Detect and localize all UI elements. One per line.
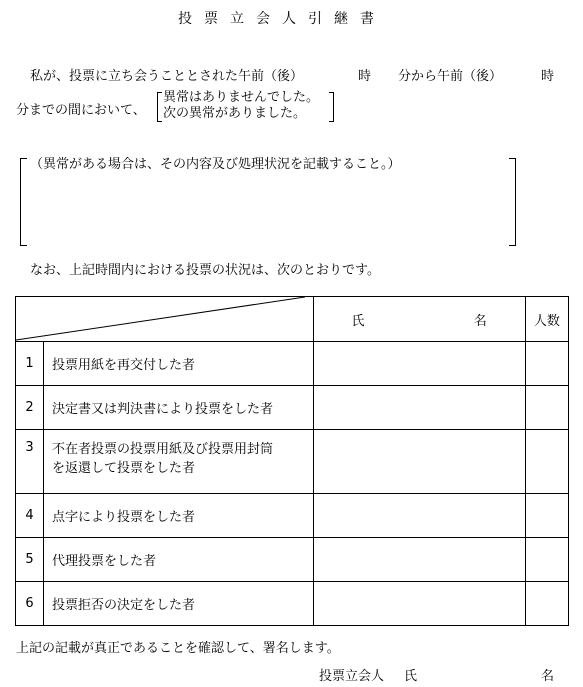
- row-count-cell[interactable]: [525, 494, 568, 538]
- diagonal-line: [16, 297, 305, 341]
- anomaly-note: （異常がある場合は、その内容及び処理状況を記載すること。）: [30, 157, 401, 172]
- row-name-cell[interactable]: [313, 538, 525, 582]
- intro-line1-prefix: 私が、投票に立ち会うこととされた午前（後）: [30, 69, 304, 84]
- row-number: 2: [16, 386, 44, 430]
- anomaly-right-bracket: [509, 158, 516, 246]
- row-number: 1: [16, 342, 44, 386]
- row-name-cell[interactable]: [313, 582, 525, 626]
- row-number: 5: [16, 538, 44, 582]
- page-title: 投票立会人引継書: [178, 11, 386, 27]
- intro-line2-prefix: 分までの間において、: [16, 103, 146, 118]
- signature-name-right: 名: [541, 669, 555, 684]
- row-description: [43, 430, 313, 494]
- row-number: 6: [16, 582, 44, 626]
- row-count-cell[interactable]: [525, 538, 568, 582]
- row-description-line1: 不在者投票の投票用紙及び投票用封筒: [51, 442, 273, 457]
- table-row: [16, 342, 569, 386]
- row-count-cell[interactable]: [525, 430, 568, 494]
- options-right-bracket: [329, 92, 334, 122]
- diagonal-header-cell: [16, 297, 314, 342]
- row-count-cell[interactable]: [525, 582, 568, 626]
- anomaly-left-bracket: [20, 158, 27, 246]
- signature-label: 投票立会人: [319, 669, 385, 684]
- row-name-cell[interactable]: [313, 494, 525, 538]
- row-description: 投票拒否の決定をした者: [43, 582, 313, 626]
- row-count-cell[interactable]: [525, 342, 568, 386]
- options-left-bracket: [157, 92, 162, 122]
- header-name-cell: [313, 297, 525, 342]
- header-name-right: 名: [473, 313, 487, 329]
- vote-status-table: [15, 296, 569, 626]
- header-name-left: 氏: [351, 313, 365, 329]
- row-description: 点字により投票をした者: [43, 494, 313, 538]
- option-no-anomaly: 異常はありませんでした。: [163, 90, 320, 105]
- table-row: [16, 494, 569, 538]
- row-name-cell[interactable]: [313, 342, 525, 386]
- intro-hour1: 時: [358, 69, 372, 84]
- header-count: 人数: [525, 297, 568, 342]
- status-intro: なお、上記時間内における投票の状況は、次のとおりです。: [30, 263, 380, 278]
- row-description: 決定書又は判決書により投票をした者: [43, 386, 313, 430]
- row-number: 4: [16, 494, 44, 538]
- row-description-line2: を返還して投票をした者: [51, 461, 195, 476]
- table-row: [16, 582, 569, 626]
- row-description: 投票用紙を再交付した者: [43, 342, 313, 386]
- row-count-cell[interactable]: [525, 386, 568, 430]
- confirmation-text: 上記の記載が真正であることを確認して、署名します。: [16, 641, 340, 656]
- table-header-row: [16, 297, 569, 342]
- intro-options: [163, 90, 319, 122]
- row-description: 代理投票をした者: [43, 538, 313, 582]
- intro-hour2: 時: [541, 69, 555, 84]
- row-name-cell[interactable]: [313, 386, 525, 430]
- row-name-cell[interactable]: [313, 430, 525, 494]
- table-row: [16, 538, 569, 582]
- row-number: 3: [16, 430, 44, 494]
- option-anomaly: 次の異常がありました。: [163, 106, 307, 121]
- table-row: [16, 386, 569, 430]
- signature-name-left: 氏: [404, 669, 418, 684]
- table-row: [16, 430, 569, 494]
- intro-line1-mid: 分から午前（後）: [398, 69, 503, 84]
